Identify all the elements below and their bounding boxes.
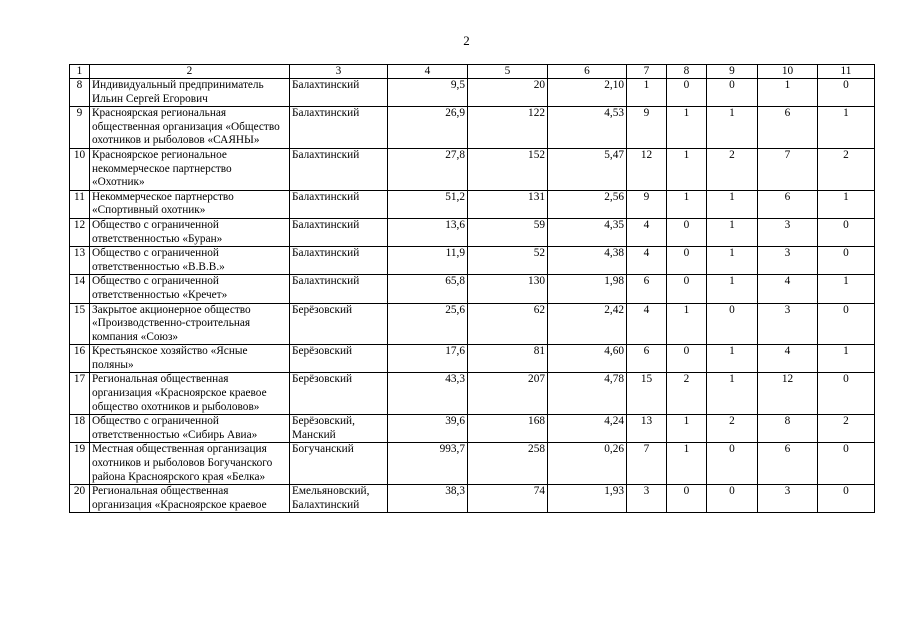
table-row (70, 415, 875, 443)
value-col-5: 74 (468, 485, 548, 513)
value-col-8: 1 (667, 190, 707, 218)
organization-name: Красноярская региональная общественная организация «Общество охотников и рыболовов «САЯНЫ» (90, 107, 290, 149)
value-col-8: 0 (667, 218, 707, 246)
value-col-11: 2 (818, 148, 875, 190)
value-col-11: 1 (818, 190, 875, 218)
value-col-5: 131 (468, 190, 548, 218)
value-col-4: 25,6 (388, 303, 468, 345)
table-row (70, 190, 875, 218)
column-header: 9 (707, 65, 758, 79)
column-header: 4 (388, 65, 468, 79)
value-col-8: 1 (667, 148, 707, 190)
row-number: 16 (70, 345, 90, 373)
value-col-11: 0 (818, 79, 875, 107)
value-col-9: 1 (707, 345, 758, 373)
value-col-6: 2,42 (548, 303, 627, 345)
row-number: 11 (70, 190, 90, 218)
value-col-8: 0 (667, 485, 707, 513)
value-col-9: 0 (707, 303, 758, 345)
value-col-7: 4 (627, 303, 667, 345)
value-col-10: 4 (758, 345, 818, 373)
value-col-9: 1 (707, 373, 758, 415)
row-number: 18 (70, 415, 90, 443)
organization-name: Крестьянское хозяйство «Ясные поляны» (90, 345, 290, 373)
table-row (70, 303, 875, 345)
value-col-8: 1 (667, 415, 707, 443)
row-number: 10 (70, 148, 90, 190)
organization-name: Общество с ограниченной ответственностью «В.В.В.» (90, 247, 290, 275)
column-header: 3 (290, 65, 388, 79)
district-name: Богучанский (290, 443, 388, 485)
value-col-5: 62 (468, 303, 548, 345)
table-row (70, 373, 875, 415)
value-col-10: 3 (758, 303, 818, 345)
value-col-10: 3 (758, 485, 818, 513)
column-header: 6 (548, 65, 627, 79)
value-col-8: 1 (667, 303, 707, 345)
value-col-4: 39,6 (388, 415, 468, 443)
value-col-5: 130 (468, 275, 548, 303)
value-col-9: 2 (707, 148, 758, 190)
value-col-5: 122 (468, 107, 548, 149)
value-col-11: 0 (818, 218, 875, 246)
organization-name: Общество с ограниченной ответственностью «Буран» (90, 218, 290, 246)
table-row (70, 275, 875, 303)
district-name: Балахтинский (290, 190, 388, 218)
value-col-4: 65,8 (388, 275, 468, 303)
value-col-8: 1 (667, 443, 707, 485)
value-col-11: 0 (818, 247, 875, 275)
table-row (70, 218, 875, 246)
table-row (70, 247, 875, 275)
value-col-4: 43,3 (388, 373, 468, 415)
row-number: 13 (70, 247, 90, 275)
value-col-7: 1 (627, 79, 667, 107)
column-header: 5 (468, 65, 548, 79)
value-col-9: 1 (707, 247, 758, 275)
row-number: 15 (70, 303, 90, 345)
column-header: 8 (667, 65, 707, 79)
value-col-9: 0 (707, 443, 758, 485)
value-col-8: 1 (667, 107, 707, 149)
value-col-11: 1 (818, 107, 875, 149)
value-col-7: 13 (627, 415, 667, 443)
hunting-grounds-table (69, 64, 875, 513)
value-col-4: 13,6 (388, 218, 468, 246)
organization-name: Региональная общественная организация «Красноярское краевое общество охотников и рыболовов» (90, 373, 290, 415)
table-row (70, 107, 875, 149)
value-col-4: 993,7 (388, 443, 468, 485)
value-col-11: 1 (818, 345, 875, 373)
value-col-4: 26,9 (388, 107, 468, 149)
value-col-5: 258 (468, 443, 548, 485)
value-col-4: 27,8 (388, 148, 468, 190)
value-col-10: 6 (758, 107, 818, 149)
value-col-6: 1,93 (548, 485, 627, 513)
value-col-10: 3 (758, 218, 818, 246)
value-col-6: 4,24 (548, 415, 627, 443)
organization-name: Местная общественная организация охотников и рыболовов Богучанского района Красноярского края «Белка» (90, 443, 290, 485)
value-col-8: 0 (667, 79, 707, 107)
organization-name: Общество с ограниченной ответственностью «Кречет» (90, 275, 290, 303)
value-col-6: 4,38 (548, 247, 627, 275)
value-col-7: 7 (627, 443, 667, 485)
table-row (70, 345, 875, 373)
value-col-10: 6 (758, 190, 818, 218)
district-name: Емельяновский, Балахтинский (290, 485, 388, 513)
value-col-8: 0 (667, 247, 707, 275)
value-col-4: 11,9 (388, 247, 468, 275)
value-col-4: 51,2 (388, 190, 468, 218)
value-col-6: 4,35 (548, 218, 627, 246)
organization-name: Закрытое акционерное общество «Производственно-строительная компания «Союз» (90, 303, 290, 345)
district-name: Берёзовский (290, 345, 388, 373)
value-col-6: 2,56 (548, 190, 627, 218)
district-name: Балахтинский (290, 148, 388, 190)
organization-name: Общество с ограниченной ответственностью «Сибирь Авиа» (90, 415, 290, 443)
table-row (70, 485, 875, 513)
district-name: Берёзовский (290, 303, 388, 345)
row-number: 14 (70, 275, 90, 303)
value-col-7: 6 (627, 275, 667, 303)
table-row (70, 79, 875, 107)
value-col-7: 9 (627, 107, 667, 149)
organization-name: Некоммерческое партнерство «Спортивный охотник» (90, 190, 290, 218)
value-col-9: 0 (707, 485, 758, 513)
value-col-7: 12 (627, 148, 667, 190)
value-col-10: 3 (758, 247, 818, 275)
row-number: 8 (70, 79, 90, 107)
row-number: 20 (70, 485, 90, 513)
value-col-5: 59 (468, 218, 548, 246)
value-col-5: 152 (468, 148, 548, 190)
value-col-11: 1 (818, 275, 875, 303)
row-number: 19 (70, 443, 90, 485)
district-name: Берёзовский (290, 373, 388, 415)
value-col-10: 7 (758, 148, 818, 190)
value-col-4: 9,5 (388, 79, 468, 107)
value-col-10: 4 (758, 275, 818, 303)
value-col-6: 5,47 (548, 148, 627, 190)
row-number: 12 (70, 218, 90, 246)
row-number: 9 (70, 107, 90, 149)
district-name: Балахтинский (290, 218, 388, 246)
value-col-9: 1 (707, 275, 758, 303)
district-name: Берёзовский, Манский (290, 415, 388, 443)
value-col-8: 0 (667, 345, 707, 373)
column-header: 2 (90, 65, 290, 79)
value-col-10: 12 (758, 373, 818, 415)
value-col-5: 52 (468, 247, 548, 275)
row-number: 17 (70, 373, 90, 415)
organization-name: Индивидуальный предприниматель Ильин Сергей Егорович (90, 79, 290, 107)
value-col-9: 0 (707, 79, 758, 107)
column-header: 7 (627, 65, 667, 79)
value-col-9: 1 (707, 218, 758, 246)
value-col-4: 17,6 (388, 345, 468, 373)
district-name: Балахтинский (290, 275, 388, 303)
value-col-11: 2 (818, 415, 875, 443)
value-col-8: 0 (667, 275, 707, 303)
value-col-6: 1,98 (548, 275, 627, 303)
district-name: Балахтинский (290, 107, 388, 149)
column-header: 1 (70, 65, 90, 79)
value-col-5: 20 (468, 79, 548, 107)
value-col-10: 6 (758, 443, 818, 485)
value-col-7: 3 (627, 485, 667, 513)
page-number: 2 (463, 33, 470, 48)
value-col-6: 0,26 (548, 443, 627, 485)
organization-name: Красноярское региональное некоммерческое партнерство «Охотник» (90, 148, 290, 190)
value-col-7: 15 (627, 373, 667, 415)
value-col-8: 2 (667, 373, 707, 415)
value-col-7: 6 (627, 345, 667, 373)
value-col-6: 4,78 (548, 373, 627, 415)
value-col-5: 207 (468, 373, 548, 415)
district-name: Балахтинский (290, 79, 388, 107)
value-col-11: 0 (818, 485, 875, 513)
table-header-row (70, 65, 875, 79)
value-col-5: 81 (468, 345, 548, 373)
column-header: 11 (818, 65, 875, 79)
value-col-6: 4,53 (548, 107, 627, 149)
district-name: Балахтинский (290, 247, 388, 275)
value-col-9: 1 (707, 107, 758, 149)
value-col-6: 2,10 (548, 79, 627, 107)
table-row (70, 443, 875, 485)
value-col-7: 4 (627, 247, 667, 275)
table-row (70, 148, 875, 190)
value-col-6: 4,60 (548, 345, 627, 373)
value-col-7: 4 (627, 218, 667, 246)
column-header: 10 (758, 65, 818, 79)
organization-name: Региональная общественная организация «Красноярское краевое (90, 485, 290, 513)
value-col-10: 1 (758, 79, 818, 107)
value-col-10: 8 (758, 415, 818, 443)
value-col-9: 2 (707, 415, 758, 443)
value-col-5: 168 (468, 415, 548, 443)
value-col-11: 0 (818, 373, 875, 415)
value-col-7: 9 (627, 190, 667, 218)
value-col-4: 38,3 (388, 485, 468, 513)
value-col-9: 1 (707, 190, 758, 218)
value-col-11: 0 (818, 443, 875, 485)
value-col-11: 0 (818, 303, 875, 345)
